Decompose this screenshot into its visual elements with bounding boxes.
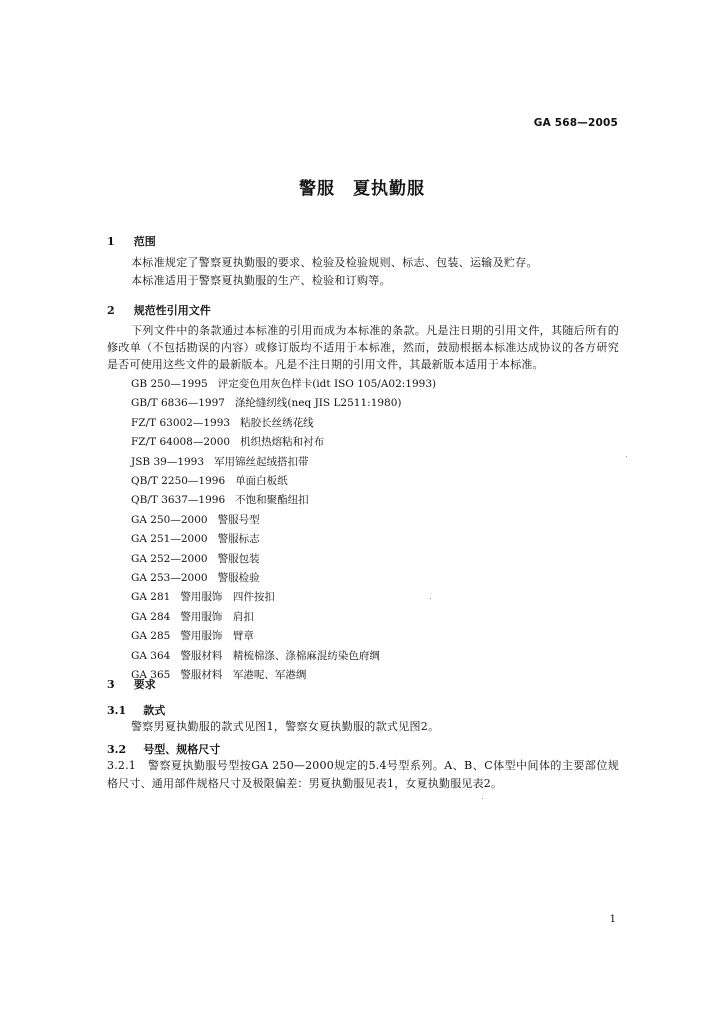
reference-title: 警服包装 — [217, 552, 260, 565]
scan-speck — [482, 798, 483, 799]
reference-code: GA 285 — [131, 630, 171, 643]
reference-code: GB 250—1995 — [131, 378, 208, 390]
scope-line-2: 本标准适用于警察夏执勤服的生产、检验和订购等。 — [131, 274, 391, 287]
reference-code: JSB 39—1993 — [131, 455, 205, 468]
style-text: 警察男夏执勤服的款式见图1，警察女夏执勤服的款式见图2。 — [131, 720, 440, 733]
reference-title: 评定变色用灰色样卡(idt ISO 105/A02:1993) — [217, 378, 437, 390]
reference-title: 警服检验 — [217, 572, 260, 584]
standard-code: GA 568—2005 — [533, 117, 618, 129]
reference-item — [131, 473, 288, 488]
section-number: 3 — [107, 678, 115, 691]
reference-title: 军用锦丝起绒搭扣带 — [214, 455, 309, 468]
reference-title: 粘胶长丝绣花线 — [240, 416, 314, 429]
reference-item — [131, 395, 402, 410]
reference-code: GA 281 — [131, 591, 171, 604]
reference-code: GA 253—2000 — [131, 572, 208, 584]
reference-title: 机织热熔粘和衬布 — [240, 436, 325, 449]
scan-speck — [626, 456, 627, 457]
reference-code: GA 251—2000 — [131, 533, 208, 546]
normative-references-intro: 下列文件中的条款通过本标准的引用而成为本标准的条款。凡是注日期的引用文件，其随后所有的修改单（不包括勘误的内容）或修订版均不适用于本标准，然而，鼓励根据本标准达成协议的各方研究是否可使用这些文件的最新版本。凡是不注日期的引用文件，其最新版本适用于本标准。 — [107, 324, 619, 371]
reference-code: GA 364 — [131, 649, 171, 662]
reference-title: 警用服饰 肩扣 — [180, 610, 254, 623]
reference-title: 警服号型 — [217, 513, 260, 526]
page-number: 1 — [609, 914, 616, 925]
reference-item — [131, 454, 309, 469]
reference-item — [131, 531, 260, 546]
section-number: 2 — [107, 304, 115, 317]
reference-code: GA 365 — [131, 669, 171, 681]
reference-item — [131, 570, 260, 585]
reference-item — [131, 551, 260, 566]
reference-title: 警服材料 军港呢、军港绸 — [180, 669, 307, 681]
page-title: 警服 夏执勤服 — [299, 179, 425, 199]
reference-item — [131, 434, 324, 449]
reference-code: QB/T 3637—1996 — [131, 494, 226, 507]
reference-item — [131, 492, 309, 507]
reference-item — [131, 628, 254, 643]
reference-item — [131, 648, 380, 663]
reference-title: 警服材料 精梳棉涤、涤棉麻混纺染色府绸 — [180, 649, 380, 662]
reference-code: GA 250—2000 — [131, 513, 208, 526]
reference-code: FZ/T 64008—2000 — [131, 436, 231, 449]
reference-title: 不饱和聚酯纽扣 — [235, 494, 309, 507]
reference-item — [131, 512, 260, 527]
reference-code: GA 284 — [131, 610, 171, 623]
section-title: 要求 — [133, 678, 156, 691]
section-title: 范围 — [133, 235, 156, 248]
section-number: 3.1 — [107, 704, 127, 717]
reference-code: GA 252—2000 — [131, 552, 208, 565]
reference-title: 警用服饰 四件按扣 — [180, 591, 275, 604]
section-1-heading — [107, 230, 156, 249]
section-number: 1 — [107, 235, 115, 248]
section-title: 款式 — [143, 704, 166, 717]
reference-item — [131, 589, 275, 604]
section-3-1-heading — [107, 699, 165, 718]
size-spec-text: 警察夏执勤服号型按GA 250—2000规定的5.4号型系列。A、B、C体型中间体的主要部位规格尺寸、通用部件规格尺寸及极限偏差：男夏执勤服见表1，女夏执勤服见表2。 — [107, 759, 619, 790]
section-title: 号型、规格尺寸 — [143, 743, 221, 756]
reference-code: FZ/T 63002—1993 — [131, 416, 231, 429]
section-3-2-1 — [107, 757, 619, 793]
reference-title: 警用服饰 臂章 — [180, 630, 254, 643]
section-number: 3.2 — [107, 743, 127, 756]
reference-title: 涤纶缝纫线(neq JIS L2511:1980) — [234, 397, 402, 410]
section-title: 规范性引用文件 — [133, 304, 211, 317]
reference-item — [131, 667, 306, 682]
section-number: 3.2.1 — [107, 759, 136, 772]
reference-code: GB/T 6836—1997 — [131, 397, 225, 410]
reference-item — [131, 609, 254, 624]
reference-code: QB/T 2250—1996 — [131, 475, 226, 487]
scope-line-1: 本标准规定了警察夏执勤服的要求、检验及检验规则、标志、包装、运输及贮存。 — [131, 256, 538, 269]
section-3-heading — [107, 673, 156, 692]
scan-speck — [430, 598, 431, 599]
section-2-heading — [107, 299, 211, 318]
section-3-2-heading — [107, 738, 220, 757]
reference-item — [131, 376, 436, 391]
reference-title: 单面白板纸 — [235, 475, 288, 487]
reference-title: 警服标志 — [217, 533, 260, 546]
reference-item — [131, 415, 314, 430]
